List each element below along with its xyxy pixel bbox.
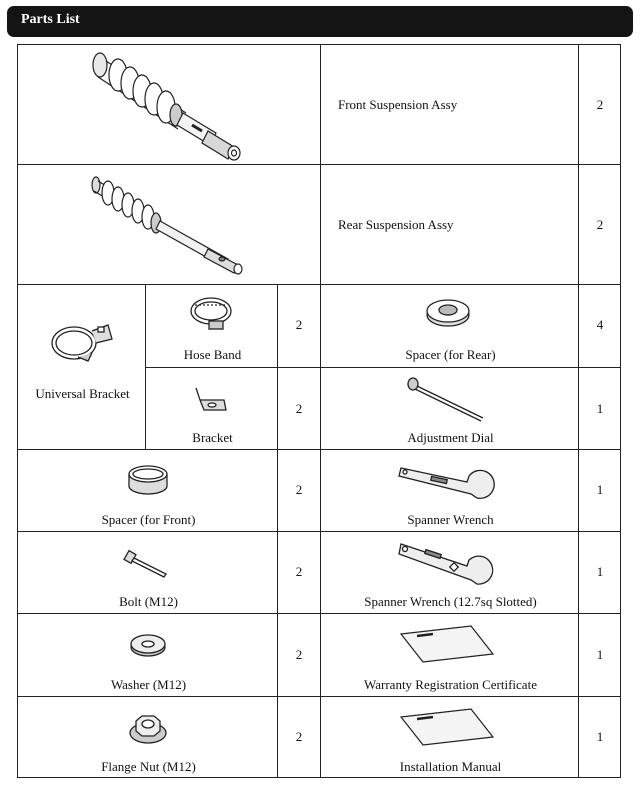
spacer-rear-cell — [320, 284, 579, 368]
washer-icon — [129, 632, 167, 658]
hose-band-qty: 2 — [295, 317, 303, 332]
bracket-qty-cell — [277, 367, 321, 450]
spacer-front-label: Spacer (for Front) — [101, 512, 196, 527]
spanner-wrench-slotted-cell — [320, 531, 579, 614]
universal-bracket-icon — [48, 317, 118, 367]
front-suspension-label-cell — [320, 44, 579, 165]
bolt-qty: 2 — [295, 564, 303, 579]
spanner-wrench-qty: 1 — [596, 482, 604, 497]
rear-suspension-qty-cell — [578, 164, 621, 285]
installation-manual-qty: 1 — [596, 729, 604, 744]
washer-qty: 2 — [295, 647, 303, 662]
spacer-rear-icon — [425, 295, 471, 329]
spacer-front-qty: 2 — [295, 482, 303, 497]
bracket-image-cell — [145, 367, 278, 450]
parts-list-title: Parts List — [21, 12, 80, 27]
spanner-wrench-cell — [320, 449, 579, 532]
spanner-wrench-icon — [397, 462, 497, 502]
hose-band-image-cell — [145, 284, 278, 368]
spacer-rear-label: Spacer (for Rear) — [405, 347, 496, 362]
rear-suspension-icon — [88, 175, 248, 275]
warranty-card-label: Warranty Registration Certificate — [364, 677, 537, 692]
front-suspension-label: Front Suspension Assy — [338, 97, 458, 112]
flange-nut-qty: 2 — [295, 729, 303, 744]
document-icon — [399, 707, 495, 747]
rear-suspension-image-cell — [17, 164, 321, 285]
installation-manual-label: Installation Manual — [399, 759, 502, 774]
hose-band-qty-cell — [277, 284, 321, 368]
installation-manual-cell — [320, 696, 579, 778]
bolt-label: Bolt (M12) — [119, 594, 178, 609]
hose-band-label: Hose Band — [183, 347, 242, 362]
adjustment-dial-cell — [320, 367, 579, 450]
parts-table — [17, 44, 621, 778]
spanner-wrench-label: Spanner Wrench — [407, 512, 494, 527]
flange-nut-icon — [128, 713, 168, 745]
rear-suspension-qty: 2 — [596, 217, 604, 232]
spacer-rear-qty-cell — [578, 284, 621, 368]
bolt-icon — [124, 550, 170, 578]
bracket-label: Bracket — [192, 430, 233, 445]
universal-bracket-label: Universal Bracket — [35, 386, 130, 401]
bracket-qty: 2 — [295, 401, 303, 416]
adjustment-dial-icon — [407, 376, 487, 422]
spacer-front-image-cell — [17, 449, 278, 532]
hose-band-icon — [187, 293, 237, 333]
parts-list-header — [7, 6, 633, 37]
flange-nut-qty-cell — [277, 696, 321, 778]
front-suspension-icon — [88, 51, 248, 163]
spanner-wrench-slotted-label: Spanner Wrench (12.7sq Slotted) — [364, 594, 537, 609]
rear-suspension-label: Rear Suspension Assy — [338, 217, 454, 232]
spanner-wrench-qty-cell — [578, 449, 621, 532]
spacer-rear-qty: 4 — [596, 317, 604, 332]
bolt-qty-cell — [277, 531, 321, 614]
front-suspension-image-cell — [17, 44, 321, 165]
spanner-wrench-slotted-qty: 1 — [596, 564, 604, 579]
spanner-wrench-slotted-qty-cell — [578, 531, 621, 614]
spacer-front-qty-cell — [277, 449, 321, 532]
washer-image-cell — [17, 613, 278, 697]
bolt-image-cell — [17, 531, 278, 614]
washer-label: Washer (M12) — [110, 677, 187, 692]
warranty-card-cell — [320, 613, 579, 697]
warranty-card-qty: 1 — [596, 647, 604, 662]
spacer-front-icon — [125, 464, 171, 498]
adjustment-dial-qty-cell — [578, 367, 621, 450]
bracket-icon — [194, 386, 228, 414]
spanner-wrench-slotted-icon — [397, 538, 497, 588]
installation-manual-qty-cell — [578, 696, 621, 778]
adjustment-dial-qty: 1 — [596, 401, 604, 416]
washer-qty-cell — [277, 613, 321, 697]
front-suspension-qty: 2 — [596, 97, 604, 112]
flange-nut-label: Flange Nut (M12) — [101, 759, 196, 774]
warranty-card-qty-cell — [578, 613, 621, 697]
flange-nut-image-cell — [17, 696, 278, 778]
universal-bracket-cell — [17, 284, 146, 450]
front-suspension-qty-cell — [578, 44, 621, 165]
adjustment-dial-label: Adjustment Dial — [407, 430, 494, 445]
rear-suspension-label-cell — [320, 164, 579, 285]
document-icon — [399, 624, 495, 664]
